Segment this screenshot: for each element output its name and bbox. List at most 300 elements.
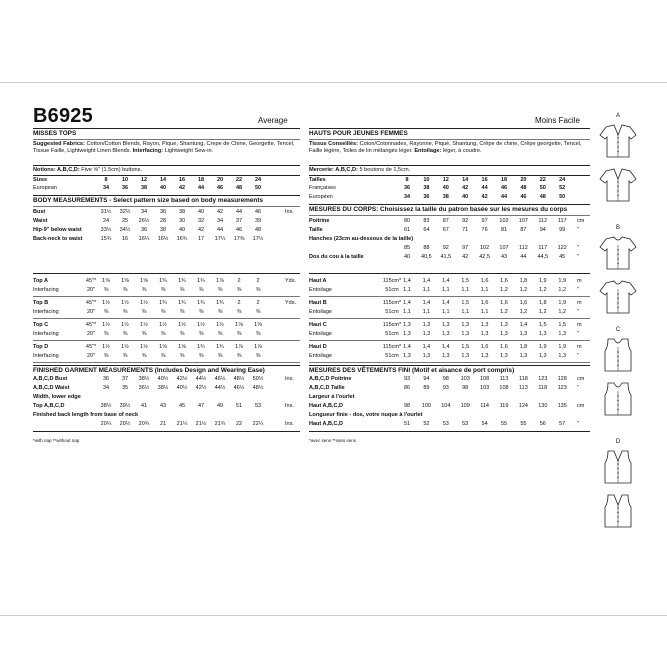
fabric-width: 115cm* <box>382 344 402 350</box>
row-label: Haut A <box>309 278 327 284</box>
size-value: 21 <box>159 421 167 427</box>
size-value: 40 <box>462 194 469 200</box>
size-value: 89 <box>423 385 430 391</box>
size-value: 42½ <box>195 385 207 391</box>
size-value: 122 <box>557 245 567 251</box>
size-value: 103 <box>480 385 490 391</box>
size-value: 41 <box>140 403 148 409</box>
size-value: 57 <box>559 421 566 427</box>
size-value: 1⅞ <box>254 344 262 350</box>
fabric-width: 20" <box>86 309 96 315</box>
measurement-row <box>33 226 300 235</box>
size-value: 1⅝ <box>254 322 262 328</box>
size-value: 1,6 <box>519 300 528 306</box>
size-value: 1,4 <box>422 278 431 284</box>
front-view-drawing <box>598 447 638 487</box>
size-value: 2 <box>256 278 260 284</box>
unit-label: Yds. <box>285 300 297 306</box>
interfacing-text: Lightweight Sew-in. <box>164 148 214 154</box>
measurement-row <box>309 343 590 352</box>
size-value: 26½ <box>138 218 150 224</box>
size-value: 42½ <box>176 376 188 382</box>
row-label: Top C <box>33 322 49 328</box>
size-value: 37 <box>235 218 243 224</box>
view-letter: C <box>615 327 621 333</box>
size-value: 108 <box>480 376 490 382</box>
row-label: Top D <box>33 344 49 350</box>
size-value: 52 <box>423 421 430 427</box>
rule <box>309 165 590 166</box>
size-value: 98 <box>462 385 469 391</box>
row-label: A,B,C,D Bust <box>33 376 68 382</box>
size-value: 1,2 <box>558 309 567 315</box>
size-value: 1,3 <box>422 322 431 328</box>
view-thumbnails <box>598 113 642 583</box>
size-value: ⅜ <box>103 331 109 337</box>
size-value: ⅜ <box>141 309 147 315</box>
size-value: 1,3 <box>500 331 508 337</box>
size-value: 1,6 <box>500 300 508 306</box>
size-value: ⅜ <box>236 353 242 359</box>
size-value: 1,1 <box>441 287 450 293</box>
row-label: Interfacing <box>33 309 59 315</box>
size-value: 102 <box>480 245 490 251</box>
size-value: 94 <box>423 376 430 382</box>
row-label: Top A,B,C,D <box>33 403 65 409</box>
size-value: 45 <box>559 254 566 260</box>
size-value: 34 <box>140 209 148 215</box>
measurement-row <box>309 193 590 202</box>
size-value: 1,3 <box>519 353 528 359</box>
measurement-row <box>33 384 300 393</box>
row-label: Tailles <box>309 177 326 183</box>
size-value: 1½ <box>102 322 110 328</box>
measurement-row <box>33 308 300 317</box>
size-value: 44 <box>235 209 243 215</box>
size-value: 1,2 <box>558 287 567 293</box>
size-value: 1,3 <box>480 331 489 337</box>
fabric-label: Tissus Conseillés: <box>309 141 359 147</box>
size-value: 81 <box>500 227 508 233</box>
size-value: 16 <box>481 177 488 183</box>
size-value: 2 <box>237 278 241 284</box>
size-value: 40,5 <box>421 254 432 260</box>
size-value: ⅜ <box>236 309 242 315</box>
size-value: 114 <box>480 403 489 409</box>
size-value: 42,5 <box>479 254 490 260</box>
size-value: 100 <box>421 403 431 409</box>
size-value: 104 <box>441 403 451 409</box>
unit-label: Ins. <box>285 376 294 382</box>
size-value: ⅜ <box>217 309 223 315</box>
nap-note: *with nap **without nap <box>33 438 80 443</box>
size-value: 50 <box>559 194 566 200</box>
rule <box>309 204 590 205</box>
size-value: 1,9 <box>558 278 567 284</box>
size-value: 1,8 <box>519 278 528 284</box>
size-value: 50 <box>539 185 546 191</box>
size-value: 92 <box>442 245 449 251</box>
back-view-drawing <box>598 491 638 531</box>
size-value: 46½ <box>233 385 245 391</box>
fabric-list: Cotton/Cotton Blends, Rayon, Pique, Shantung, Crepe de Chine, Georgette, Tencel, Tissue Faille, Lightweight Linen Blends. <box>33 141 295 154</box>
size-value: ⅜ <box>198 309 204 315</box>
size-value: ⅜ <box>179 287 185 293</box>
size-value: 46 <box>216 185 224 191</box>
size-value: 20½ <box>119 421 131 427</box>
row-label: Françaises <box>309 185 336 191</box>
size-value: 1,2 <box>519 309 528 315</box>
size-value: 46 <box>254 209 262 215</box>
measurement-row <box>309 244 590 253</box>
size-value: 1,5 <box>558 322 567 328</box>
size-value: ⅜ <box>122 309 128 315</box>
size-value: ⅜ <box>103 309 109 315</box>
measurement-row <box>309 277 590 286</box>
size-value: 36 <box>121 185 129 191</box>
size-value: 64 <box>423 227 430 233</box>
size-value: 40½ <box>176 385 188 391</box>
size-value: 1,3 <box>422 353 431 359</box>
size-value: 1,6 <box>480 278 489 284</box>
size-value: 44 <box>216 227 224 233</box>
size-value: 1,1 <box>480 309 489 315</box>
size-value: 54 <box>481 421 488 427</box>
size-value: 1½ <box>102 300 110 306</box>
size-value: 25 <box>121 218 129 224</box>
section-heading: MISSES TOPS <box>33 130 77 137</box>
size-value: 1½ <box>121 344 129 350</box>
size-value: 55 <box>500 421 508 427</box>
measurement-row <box>33 208 300 217</box>
rule <box>33 318 300 319</box>
size-value: ⅜ <box>255 309 261 315</box>
size-value: 1,3 <box>441 331 450 337</box>
notions-list: Five ⅝" (1.5cm) buttons. <box>81 167 143 173</box>
rule <box>309 215 590 216</box>
size-value: 1,4 <box>422 300 431 306</box>
size-value: 99 <box>559 227 566 233</box>
interfacing-label: Interfacing: <box>132 148 164 154</box>
size-value: 10 <box>121 177 129 183</box>
size-value: 1¾ <box>159 300 167 306</box>
rule <box>309 273 590 274</box>
size-value: 1¾ <box>197 278 205 284</box>
size-value: 1,3 <box>480 322 489 328</box>
size-value: 44 <box>197 185 205 191</box>
size-value: 33½ <box>100 227 112 233</box>
rule <box>309 139 590 140</box>
size-value: 130 <box>538 403 548 409</box>
size-value: ⅜ <box>179 309 185 315</box>
size-value: 38½ <box>157 385 169 391</box>
size-value: 93 <box>442 385 449 391</box>
size-value: 1,5 <box>461 278 470 284</box>
size-value: 108 <box>499 385 509 391</box>
size-value: 61 <box>403 227 411 233</box>
size-value: 44 <box>500 194 508 200</box>
measurement-row <box>309 299 590 308</box>
size-value: 1¾ <box>178 300 186 306</box>
unit-label: " <box>577 385 579 391</box>
size-value: ⅜ <box>122 331 128 337</box>
size-value: 1,1 <box>422 287 431 293</box>
size-value: 24 <box>559 177 566 183</box>
size-value: 85 <box>403 245 411 251</box>
rule <box>309 296 590 297</box>
size-value: 1,6 <box>500 344 508 350</box>
size-value: 47 <box>197 403 205 409</box>
size-value: 46 <box>500 185 508 191</box>
size-value: 94 <box>539 227 546 233</box>
size-value: 8 <box>405 177 409 183</box>
rule <box>33 139 300 140</box>
size-value: ⅜ <box>217 353 223 359</box>
size-value: 80 <box>403 218 411 224</box>
unit-label: m <box>577 344 582 350</box>
size-value: 1⅝ <box>102 278 110 284</box>
measurement-row <box>33 235 300 244</box>
fabric-width: 51cm <box>385 309 399 315</box>
size-value: 1,9 <box>558 300 567 306</box>
size-value: 42 <box>481 194 488 200</box>
measurement-row <box>309 217 590 226</box>
row-label: Top A <box>33 278 48 284</box>
fabric-width: 45"* <box>85 344 97 350</box>
size-value: 83 <box>423 218 430 224</box>
size-value: ⅜ <box>160 331 166 337</box>
size-value: 30 <box>178 218 186 224</box>
size-value: 123 <box>557 385 567 391</box>
size-value: 1,3 <box>422 331 431 337</box>
section-heading: MESURES DU CORPS: Choisissez la taille du patron basée sur les mesures du corps <box>309 206 568 213</box>
size-value: ⅜ <box>198 331 204 337</box>
size-value: 102 <box>499 218 509 224</box>
view-letter: B <box>615 225 620 231</box>
fabric-width: 115cm* <box>382 300 402 306</box>
size-value: 97 <box>462 245 469 251</box>
row-label: Bust <box>33 209 46 215</box>
difficulty-fr: Moins Facile <box>535 116 580 125</box>
size-value: 118 <box>538 385 548 391</box>
size-value: 1,3 <box>480 353 489 359</box>
section-heading: FINISHED GARMENT MEASUREMENTS (Includes Design and Wearing Ease) <box>33 367 265 374</box>
size-value: 113 <box>499 376 509 382</box>
size-value: 20¾ <box>138 421 150 427</box>
row-label: Haut A,B,C,D <box>309 421 344 427</box>
measurement-row <box>33 217 300 226</box>
size-value: 36 <box>159 209 167 215</box>
size-value: 56 <box>539 421 546 427</box>
size-value: 1,3 <box>403 322 411 328</box>
length-label: Longueur finie - dos, votre nuque à l'ourlet <box>309 412 423 418</box>
size-value: 1,4 <box>519 322 528 328</box>
row-label: A,B,C,D Waist <box>33 385 70 391</box>
size-value: ⅜ <box>255 353 261 359</box>
measurement-row <box>309 402 590 411</box>
rule <box>33 195 300 196</box>
size-value: 17½ <box>252 236 264 242</box>
interfacing-label: Entoilage: <box>414 148 442 154</box>
row-label: European <box>33 185 57 191</box>
size-value: 2 <box>256 300 260 306</box>
measurement-row <box>33 299 300 308</box>
unit-label: cm <box>577 218 585 224</box>
unit-label: Ins. <box>285 421 294 427</box>
size-value: 45 <box>178 403 186 409</box>
measurement-row <box>33 375 300 384</box>
size-value: 14 <box>462 177 469 183</box>
unit-label: " <box>577 353 579 359</box>
row-label: Sizes <box>33 177 48 183</box>
size-value: 98 <box>403 403 411 409</box>
size-value: ⅜ <box>122 287 128 293</box>
size-value: 123 <box>538 376 548 382</box>
measurement-row <box>309 352 590 361</box>
fabric-width: 45"* <box>85 322 97 328</box>
size-value: 16 <box>121 236 129 242</box>
size-value: 40 <box>403 254 411 260</box>
back-view-drawing <box>598 379 638 419</box>
row-label: Interfacing <box>33 331 59 337</box>
rule <box>309 128 590 129</box>
size-value: 36 <box>403 185 411 191</box>
rule <box>309 431 590 432</box>
size-value: 87 <box>442 218 449 224</box>
row-label: Waist <box>33 218 48 224</box>
measurement-row <box>309 184 590 193</box>
size-value: 1¾ <box>197 344 205 350</box>
size-value: 40½ <box>157 376 169 382</box>
measurement-row <box>33 402 300 411</box>
notions-label: Notions: A,B,C,D: <box>33 167 80 173</box>
rule <box>309 318 590 319</box>
size-value: 51 <box>403 421 411 427</box>
size-value: 1½ <box>140 300 148 306</box>
size-value: 1,3 <box>461 322 470 328</box>
size-value: 1¾ <box>178 278 186 284</box>
size-value: 1½ <box>216 322 224 328</box>
size-value: 51 <box>235 403 243 409</box>
unit-label: cm <box>577 403 585 409</box>
front-view-drawing <box>598 121 638 161</box>
rule <box>33 340 300 341</box>
size-value: 34½ <box>119 227 131 233</box>
size-value: 1¾ <box>197 300 205 306</box>
size-value: 44 <box>481 185 488 191</box>
rule <box>33 206 300 207</box>
row-label: Interfacing <box>33 353 59 359</box>
row-label: A,B,C,D Poitrine <box>309 376 352 382</box>
size-value: 1,9 <box>558 344 567 350</box>
size-value: 117 <box>538 245 548 251</box>
unit-label: Ins. <box>285 403 294 409</box>
size-value: 1½ <box>140 344 148 350</box>
notions-label: Mercerie: A,B,C,D: <box>309 167 358 173</box>
size-value: 22 <box>539 177 546 183</box>
size-value: 16¼ <box>138 236 150 242</box>
size-value: 12 <box>140 177 148 183</box>
size-value: ⅜ <box>255 287 261 293</box>
size-value: 48½ <box>233 376 245 382</box>
size-value: ⅜ <box>122 353 128 359</box>
measurement-row <box>309 286 590 295</box>
size-value: 1⅞ <box>216 278 224 284</box>
measurement-row <box>309 384 590 393</box>
size-value: 40 <box>442 185 449 191</box>
size-value: 1½ <box>140 322 148 328</box>
size-value: 43 <box>500 254 508 260</box>
rule <box>33 296 300 297</box>
size-value: 107 <box>518 218 528 224</box>
size-value: 1⅞ <box>235 344 243 350</box>
size-value: 119 <box>499 403 509 409</box>
size-value: 87 <box>520 227 527 233</box>
measurement-row <box>309 321 590 330</box>
size-value: 1,4 <box>403 300 411 306</box>
size-value: 1⅝ <box>235 322 243 328</box>
fabric-width: 51cm <box>385 331 399 337</box>
size-value: 1,3 <box>403 331 411 337</box>
measurement-row <box>309 375 590 384</box>
size-value: 1½ <box>197 322 205 328</box>
size-value: 32½ <box>119 209 131 215</box>
size-value: 10 <box>423 177 430 183</box>
size-value: 1,1 <box>461 309 470 315</box>
size-value: 14 <box>159 177 167 183</box>
measurement-row <box>33 352 300 361</box>
size-value: 48 <box>539 194 546 200</box>
size-value: 1,1 <box>461 287 470 293</box>
size-value: 107 <box>499 245 509 251</box>
size-value: 1,8 <box>538 300 547 306</box>
length-label: Finished back length from base of neck <box>33 412 139 418</box>
size-value: 38 <box>140 185 148 191</box>
size-value: 1,4 <box>441 278 450 284</box>
size-value: 1,4 <box>422 344 431 350</box>
size-value: 22 <box>235 421 243 427</box>
row-label: Haut D <box>309 344 327 350</box>
size-value: 20 <box>216 177 224 183</box>
size-value: 46 <box>235 227 243 233</box>
size-value: 1,5 <box>538 322 547 328</box>
size-value: 1,3 <box>538 353 547 359</box>
size-value: 1½ <box>121 300 129 306</box>
size-value: 1,3 <box>558 353 567 359</box>
measurement-row <box>309 420 590 429</box>
size-value: 42 <box>462 254 469 260</box>
size-value: ⅜ <box>179 331 185 337</box>
size-value: 1,9 <box>538 278 547 284</box>
fabric-width: 45"* <box>85 300 97 306</box>
size-value: 34 <box>403 194 411 200</box>
size-value: 46½ <box>214 376 226 382</box>
size-value: ⅜ <box>160 287 166 293</box>
fabric-width: 20" <box>86 353 96 359</box>
section-heading: MESURES DES VÊTEMENTS FINI (Motif et aisance de port compris) <box>309 367 515 374</box>
size-value: ⅜ <box>160 309 166 315</box>
measurement-row <box>33 277 300 286</box>
size-value: 1⅝ <box>159 344 167 350</box>
unit-label: Ins. <box>285 209 294 215</box>
size-value: 1,2 <box>500 287 508 293</box>
size-value: 1,4 <box>441 300 450 306</box>
unit-label: " <box>577 227 579 233</box>
back-view-drawing <box>598 165 638 205</box>
size-value: 1,2 <box>538 287 547 293</box>
size-value: 1½ <box>178 322 186 328</box>
fabric-width: 45"* <box>85 278 97 284</box>
